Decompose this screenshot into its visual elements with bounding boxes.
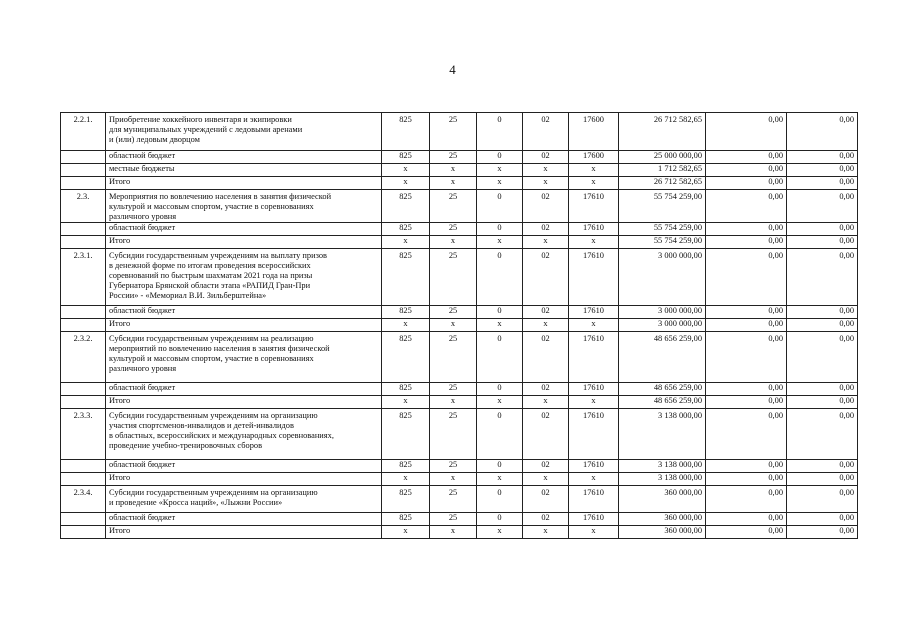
code-cell: x — [477, 319, 523, 332]
row-name: Итого — [106, 236, 382, 249]
row-number — [61, 513, 106, 526]
code-cell: 25 — [430, 249, 477, 306]
value-cell: 0,00 — [787, 409, 858, 460]
row-name: областной бюджет — [106, 513, 382, 526]
row-number: 2.3.2. — [61, 332, 106, 383]
row-number — [61, 383, 106, 396]
code-cell: x — [569, 473, 619, 486]
code-cell: 0 — [477, 409, 523, 460]
row-name: областной бюджет — [106, 223, 382, 236]
value-cell: 0,00 — [706, 151, 787, 164]
code-cell: x — [382, 236, 430, 249]
code-cell: 02 — [523, 249, 569, 306]
code-cell: 0 — [477, 223, 523, 236]
value-cell: 0,00 — [787, 396, 858, 409]
row-number — [61, 177, 106, 190]
value-cell: 0,00 — [706, 460, 787, 473]
code-cell: x — [477, 526, 523, 539]
code-cell: 25 — [430, 113, 477, 151]
code-cell: 0 — [477, 513, 523, 526]
row-number — [61, 319, 106, 332]
value-cell: 0,00 — [706, 164, 787, 177]
code-cell: 02 — [523, 332, 569, 383]
code-cell: 0 — [477, 332, 523, 383]
row-number — [61, 236, 106, 249]
amount-cell: 26 712 582,65 — [619, 177, 706, 190]
code-cell: x — [523, 526, 569, 539]
row-number — [61, 473, 106, 486]
table-row — [61, 409, 858, 460]
code-cell: 17610 — [569, 383, 619, 396]
row-name: Мероприятия по вовлечению населения в занятия физической культурой и массовым спортом, участие в соревнованиях различного уровня — [106, 190, 382, 223]
code-cell: 825 — [382, 332, 430, 383]
value-cell: 0,00 — [787, 177, 858, 190]
code-cell: 17610 — [569, 190, 619, 223]
row-number: 2.3.1. — [61, 249, 106, 306]
code-cell: 02 — [523, 223, 569, 236]
table-subrow — [61, 513, 858, 526]
amount-cell: 3 000 000,00 — [619, 249, 706, 306]
value-cell: 0,00 — [706, 526, 787, 539]
table-row — [61, 332, 858, 383]
value-cell: 0,00 — [787, 113, 858, 151]
row-number: 2.3.3. — [61, 409, 106, 460]
table-subrow — [61, 164, 858, 177]
table-subrow — [61, 151, 858, 164]
value-cell: 0,00 — [787, 526, 858, 539]
code-cell: 0 — [477, 486, 523, 513]
row-name: областной бюджет — [106, 383, 382, 396]
code-cell: 825 — [382, 383, 430, 396]
code-cell: 0 — [477, 460, 523, 473]
code-cell: x — [430, 164, 477, 177]
row-number — [61, 460, 106, 473]
value-cell: 0,00 — [706, 383, 787, 396]
code-cell: 02 — [523, 151, 569, 164]
value-cell: 0,00 — [706, 409, 787, 460]
row-name: Приобретение хоккейного инвентаря и экипировки для муниципальных учреждений с ледовыми аренами и (или) ледовым дворцом — [106, 113, 382, 151]
code-cell: 25 — [430, 409, 477, 460]
amount-cell: 55 754 259,00 — [619, 223, 706, 236]
code-cell: 825 — [382, 513, 430, 526]
code-cell: x — [430, 526, 477, 539]
code-cell: x — [382, 396, 430, 409]
code-cell: 825 — [382, 460, 430, 473]
code-cell: x — [569, 319, 619, 332]
code-cell: x — [430, 236, 477, 249]
amount-cell: 1 712 582,65 — [619, 164, 706, 177]
amount-cell: 3 138 000,00 — [619, 409, 706, 460]
code-cell: x — [430, 473, 477, 486]
table-row — [61, 486, 858, 513]
code-cell: 825 — [382, 409, 430, 460]
value-cell: 0,00 — [706, 236, 787, 249]
code-cell: x — [477, 236, 523, 249]
code-cell: x — [569, 236, 619, 249]
row-name: областной бюджет — [106, 460, 382, 473]
code-cell: 17610 — [569, 332, 619, 383]
value-cell: 0,00 — [787, 151, 858, 164]
row-number — [61, 151, 106, 164]
code-cell: 0 — [477, 113, 523, 151]
row-name: Итого — [106, 526, 382, 539]
code-cell: x — [523, 396, 569, 409]
row-name: Субсидии государственным учреждениям на реализацию мероприятий по вовлечению населения в занятия физической культурой и массовым спортом, участие в соревнованиях различного уровня — [106, 332, 382, 383]
amount-cell: 3 000 000,00 — [619, 306, 706, 319]
code-cell: 17600 — [569, 113, 619, 151]
code-cell: 0 — [477, 249, 523, 306]
value-cell: 0,00 — [787, 383, 858, 396]
code-cell: 02 — [523, 383, 569, 396]
value-cell: 0,00 — [787, 332, 858, 383]
row-number — [61, 164, 106, 177]
amount-cell: 360 000,00 — [619, 526, 706, 539]
row-number — [61, 223, 106, 236]
table-subrow — [61, 236, 858, 249]
code-cell: x — [523, 473, 569, 486]
code-cell: 25 — [430, 190, 477, 223]
code-cell: x — [382, 473, 430, 486]
value-cell: 0,00 — [787, 306, 858, 319]
table-subrow — [61, 473, 858, 486]
row-number: 2.2.1. — [61, 113, 106, 151]
row-name: областной бюджет — [106, 306, 382, 319]
code-cell: 0 — [477, 306, 523, 319]
amount-cell: 25 000 000,00 — [619, 151, 706, 164]
code-cell: 0 — [477, 190, 523, 223]
table-subrow — [61, 306, 858, 319]
amount-cell: 360 000,00 — [619, 513, 706, 526]
row-name: местные бюджеты — [106, 164, 382, 177]
amount-cell: 55 754 259,00 — [619, 236, 706, 249]
code-cell: x — [477, 473, 523, 486]
code-cell: 02 — [523, 460, 569, 473]
row-number — [61, 526, 106, 539]
code-cell: 825 — [382, 486, 430, 513]
code-cell: 02 — [523, 409, 569, 460]
code-cell: 0 — [477, 383, 523, 396]
code-cell: 825 — [382, 306, 430, 319]
code-cell: 25 — [430, 306, 477, 319]
code-cell: 02 — [523, 113, 569, 151]
code-cell: x — [569, 526, 619, 539]
code-cell: x — [523, 164, 569, 177]
amount-cell: 55 754 259,00 — [619, 190, 706, 223]
code-cell: 825 — [382, 190, 430, 223]
row-name: Субсидии государственным учреждениям на организацию и проведение «Кросса наций», «Лыжни России» — [106, 486, 382, 513]
amount-cell: 3 000 000,00 — [619, 319, 706, 332]
code-cell: 17610 — [569, 409, 619, 460]
code-cell: 02 — [523, 190, 569, 223]
amount-cell: 48 656 259,00 — [619, 332, 706, 383]
value-cell: 0,00 — [787, 460, 858, 473]
code-cell: x — [523, 236, 569, 249]
code-cell: x — [477, 396, 523, 409]
code-cell: x — [569, 396, 619, 409]
value-cell: 0,00 — [706, 306, 787, 319]
code-cell: x — [523, 319, 569, 332]
value-cell: 0,00 — [706, 513, 787, 526]
code-cell: 0 — [477, 151, 523, 164]
code-cell: 02 — [523, 486, 569, 513]
table-subrow — [61, 177, 858, 190]
code-cell: 02 — [523, 306, 569, 319]
row-name: областной бюджет — [106, 151, 382, 164]
code-cell: 17610 — [569, 460, 619, 473]
code-cell: 17610 — [569, 513, 619, 526]
code-cell: x — [382, 319, 430, 332]
value-cell: 0,00 — [787, 473, 858, 486]
code-cell: 25 — [430, 332, 477, 383]
row-name: Итого — [106, 319, 382, 332]
value-cell: 0,00 — [706, 332, 787, 383]
code-cell: 25 — [430, 151, 477, 164]
code-cell: 825 — [382, 151, 430, 164]
value-cell: 0,00 — [787, 236, 858, 249]
code-cell: 25 — [430, 460, 477, 473]
code-cell: x — [569, 164, 619, 177]
code-cell: x — [430, 177, 477, 190]
row-name: Субсидии государственным учреждениям на организацию участия спортсменов-инвалидов и детей-инвалидов в областных, всероссийских и международных соревнованиях, проведение учебно-тренировочных сборов — [106, 409, 382, 460]
amount-cell: 48 656 259,00 — [619, 383, 706, 396]
row-number: 2.3.4. — [61, 486, 106, 513]
code-cell: x — [382, 526, 430, 539]
value-cell: 0,00 — [706, 473, 787, 486]
code-cell: 17610 — [569, 249, 619, 306]
table-subrow — [61, 319, 858, 332]
value-cell: 0,00 — [706, 223, 787, 236]
value-cell: 0,00 — [787, 190, 858, 223]
table-subrow — [61, 460, 858, 473]
row-name: Субсидии государственным учреждениям на выплату призов в денежной форме по итогам проведения всероссийских соревнований по быстрым шахматам 2021 года на призы Губернатора Брянской области этапа «РАПИД Гран-При России» - «Мемориал В.И. Зильберштейна» — [106, 249, 382, 306]
row-name: Итого — [106, 177, 382, 190]
table-row — [61, 113, 858, 151]
code-cell: 25 — [430, 383, 477, 396]
code-cell: x — [477, 164, 523, 177]
code-cell: x — [477, 177, 523, 190]
value-cell: 0,00 — [787, 223, 858, 236]
table-row — [61, 190, 858, 223]
value-cell: 0,00 — [787, 164, 858, 177]
value-cell: 0,00 — [787, 319, 858, 332]
code-cell: 25 — [430, 513, 477, 526]
page-number: 4 — [449, 62, 456, 77]
code-cell: 02 — [523, 513, 569, 526]
table-subrow — [61, 223, 858, 236]
value-cell: 0,00 — [706, 190, 787, 223]
table-subrow — [61, 383, 858, 396]
code-cell: 25 — [430, 486, 477, 513]
code-cell: x — [382, 164, 430, 177]
value-cell: 0,00 — [706, 396, 787, 409]
code-cell: 17600 — [569, 151, 619, 164]
table-subrow — [61, 396, 858, 409]
value-cell: 0,00 — [706, 486, 787, 513]
amount-cell: 26 712 582,65 — [619, 113, 706, 151]
value-cell: 0,00 — [706, 249, 787, 306]
code-cell: 17610 — [569, 306, 619, 319]
amount-cell: 3 138 000,00 — [619, 473, 706, 486]
amount-cell: 3 138 000,00 — [619, 460, 706, 473]
value-cell: 0,00 — [706, 113, 787, 151]
code-cell: x — [430, 396, 477, 409]
value-cell: 0,00 — [787, 486, 858, 513]
row-name: Итого — [106, 396, 382, 409]
value-cell: 0,00 — [706, 177, 787, 190]
row-number — [61, 396, 106, 409]
row-name: Итого — [106, 473, 382, 486]
value-cell: 0,00 — [706, 319, 787, 332]
code-cell: 25 — [430, 223, 477, 236]
row-number — [61, 306, 106, 319]
table-subrow — [61, 526, 858, 539]
code-cell: x — [430, 319, 477, 332]
value-cell: 0,00 — [787, 249, 858, 306]
code-cell: 825 — [382, 113, 430, 151]
amount-cell: 360 000,00 — [619, 486, 706, 513]
row-number: 2.3. — [61, 190, 106, 223]
code-cell: 17610 — [569, 486, 619, 513]
value-cell: 0,00 — [787, 513, 858, 526]
code-cell: x — [382, 177, 430, 190]
table-row — [61, 249, 858, 306]
code-cell: x — [569, 177, 619, 190]
budget-table — [60, 112, 858, 539]
code-cell: 825 — [382, 223, 430, 236]
code-cell: 17610 — [569, 223, 619, 236]
code-cell: x — [523, 177, 569, 190]
code-cell: 825 — [382, 249, 430, 306]
amount-cell: 48 656 259,00 — [619, 396, 706, 409]
